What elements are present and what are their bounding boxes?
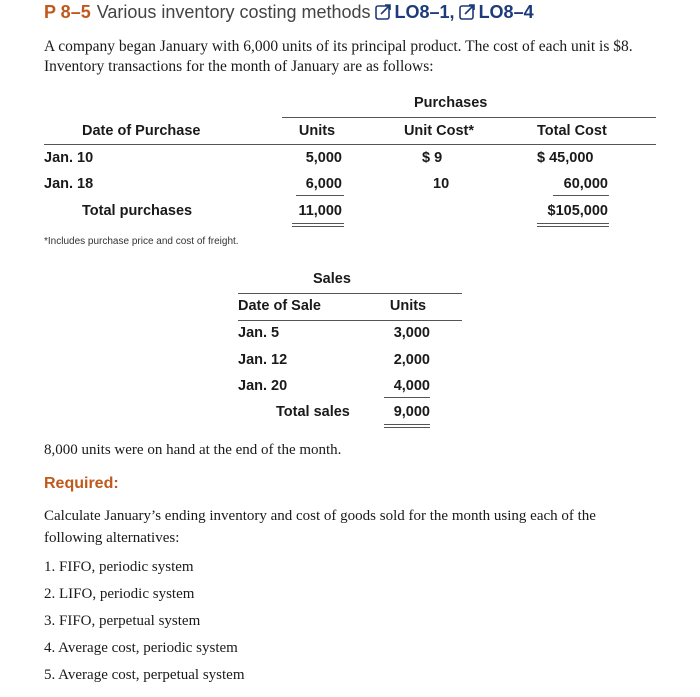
col-header-units: Units: [298, 123, 336, 139]
total-purchases-units: 11,000: [298, 203, 342, 219]
list-item: 3. FIFO, perpetual system: [44, 613, 201, 629]
cost-subtotal-rule: [553, 195, 609, 196]
sale-row-date: Jan. 20: [238, 378, 288, 394]
purchases-footnote: *Includes purchase price and cost of freight.: [44, 236, 239, 247]
list-item: 4. Average cost, periodic system: [44, 640, 238, 656]
purchase-row-unit-cost: $ 9: [422, 150, 443, 166]
sale-row-units: 4,000: [393, 378, 430, 394]
sales-subtotal-rule: [384, 397, 430, 398]
intro-line-2: Inventory transactions for the month of January are as follows:: [44, 58, 434, 75]
problem-header: [44, 2, 534, 25]
units-total-double-rule: [292, 223, 344, 227]
problem-number: P 8–5: [44, 2, 91, 22]
purchase-row-units: 6,000: [305, 176, 342, 192]
purchases-group-header: Purchases: [414, 95, 488, 111]
sales-group-header: Sales: [313, 271, 351, 287]
list-item: 2. LIFO, periodic system: [44, 586, 195, 602]
total-sales-units: 9,000: [393, 404, 430, 420]
purchase-row-unit-cost: 10: [433, 176, 450, 192]
units-subtotal-rule: [296, 195, 344, 196]
list-item: 5. Average cost, perpetual system: [44, 667, 245, 683]
purchase-row-date: Jan. 10: [44, 150, 94, 166]
required-line-2: following alternatives:: [44, 530, 180, 546]
sale-row-units: 2,000: [393, 352, 430, 368]
purchases-header-rule: [44, 144, 656, 145]
purchase-row-total-cost: $ 45,000: [537, 150, 594, 166]
col-header-total-cost: Total Cost: [537, 123, 607, 139]
total-purchases-label: Total purchases: [82, 203, 193, 219]
cost-total-double-rule: [537, 223, 609, 227]
sales-header-rule: [238, 320, 462, 321]
purchase-row-total-cost: 60,000: [563, 176, 608, 192]
col-header-sales-units: Units: [389, 298, 427, 314]
intro-line-1: A company began January with 6,000 units of its principal product. The cost of each unit is $8.: [44, 38, 633, 55]
on-hand-text: 8,000 units were on hand at the end of the month.: [44, 442, 342, 458]
external-link-icon[interactable]: [459, 3, 477, 25]
required-label: Required:: [44, 475, 119, 492]
sale-row-units: 3,000: [393, 325, 430, 341]
required-line-1: Calculate January’s ending inventory and cost of goods sold for the month using each of the: [44, 508, 596, 524]
sale-row-date: Jan. 5: [238, 325, 280, 341]
lo-link-1[interactable]: LO8–1,: [394, 2, 455, 22]
col-header-unit-cost: Unit Cost*: [403, 123, 475, 139]
col-header-date-of-sale: Date of Sale: [238, 298, 321, 314]
external-link-icon[interactable]: [375, 3, 393, 25]
lo-link-2[interactable]: LO8–4: [478, 2, 534, 22]
sale-row-date: Jan. 12: [238, 352, 288, 368]
purchase-row-units: 5,000: [305, 150, 342, 166]
total-sales-label: Total sales: [276, 404, 350, 420]
list-item: 1. FIFO, periodic system: [44, 559, 194, 575]
col-header-date: Date of Purchase: [82, 123, 201, 139]
purchases-group-rule: [282, 117, 656, 118]
sales-total-double-rule: [384, 424, 430, 428]
purchase-row-date: Jan. 18: [44, 176, 94, 192]
sales-group-rule: [238, 293, 462, 294]
total-purchases-cost: $105,000: [547, 203, 608, 219]
problem-title: Various inventory costing methods: [96, 2, 371, 22]
